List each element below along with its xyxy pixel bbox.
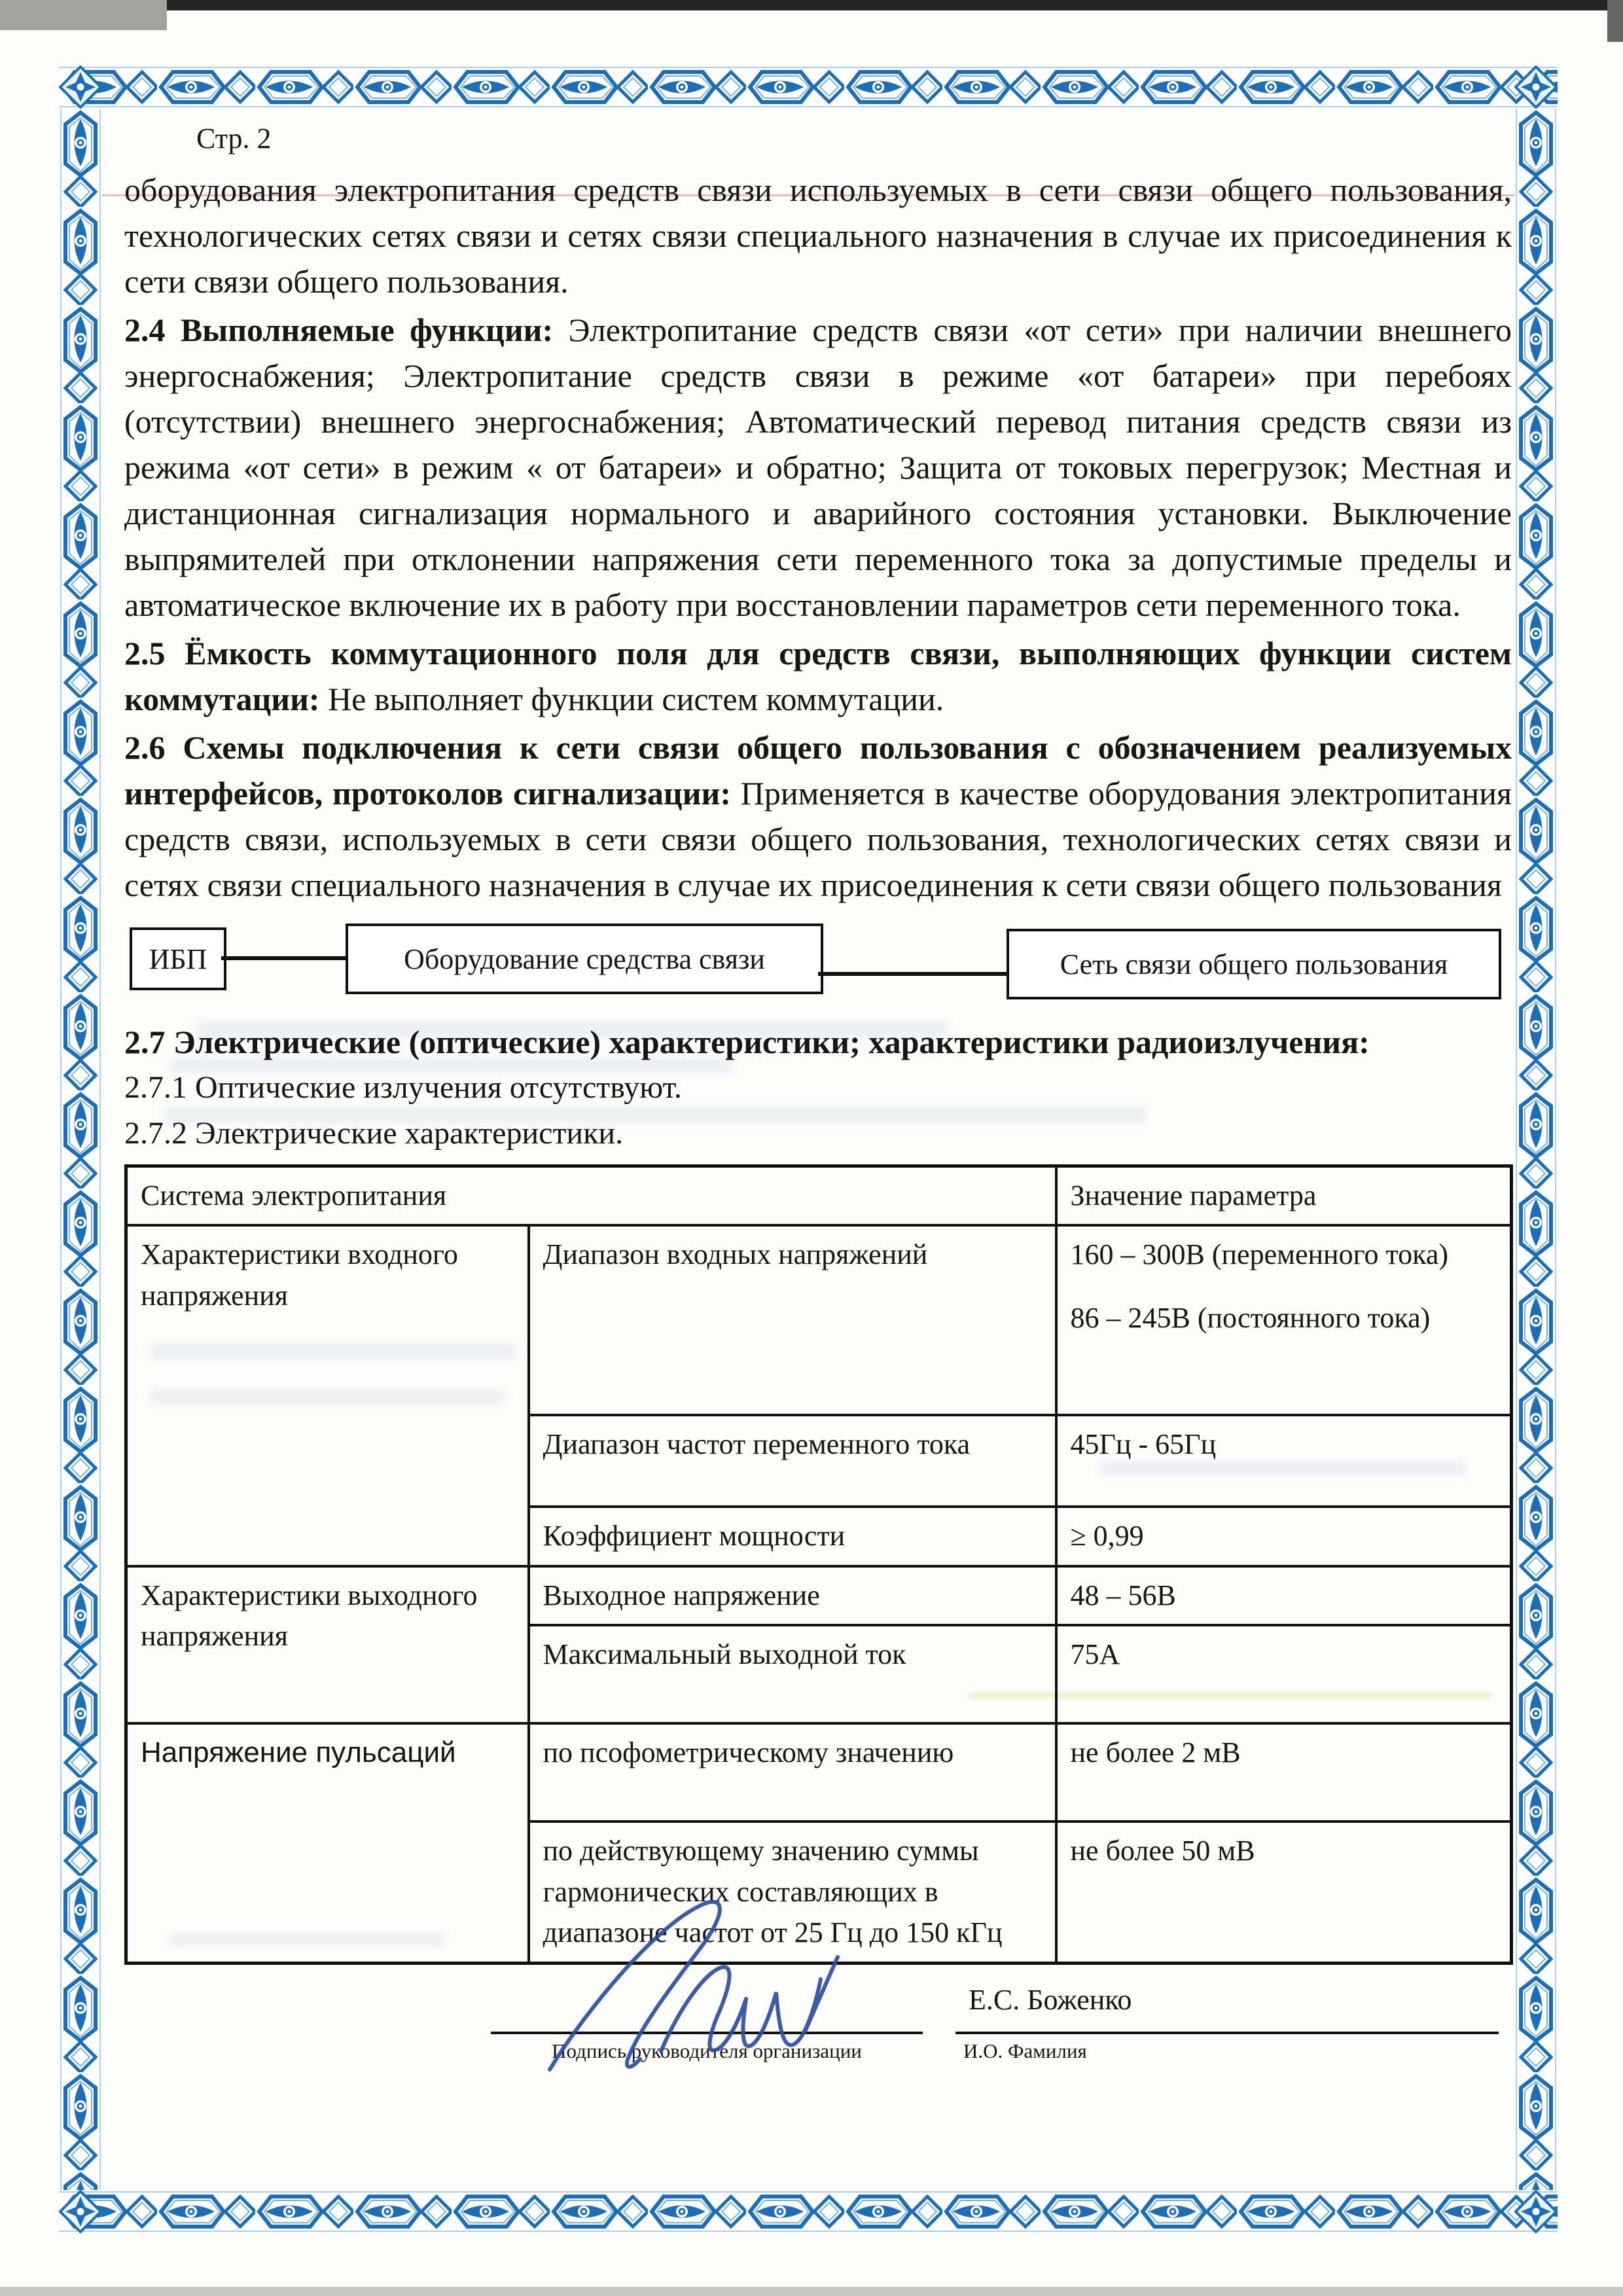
diagram-connector — [221, 956, 346, 960]
cell-rms-label: по действующему значению суммы гармонических составляющих в диапазоне частот от 25 Гц до 150 кГц — [529, 1821, 1056, 1963]
cell-rms-value: не более 50 мВ — [1056, 1821, 1512, 1963]
cell-freq-value: 45Гц - 65Гц — [1056, 1415, 1512, 1507]
guilloche-corner-icon — [1514, 65, 1558, 109]
signature-block — [124, 1971, 1512, 2087]
scan-edge-artifact — [0, 2287, 1623, 2296]
connection-diagram — [124, 922, 1512, 1009]
characteristics-table — [124, 1164, 1513, 1965]
table-header-value: Значение параметра — [1056, 1166, 1512, 1226]
section-2-4-text: Электропитание средств связи «от сети» при наличии внешнего энергоснабжения; Электропитание средств связи в режиме «от батареи» при перебоях (отсутствии) внешнего энергоснабжения; Автоматический перевод питания средств связи из режима «от сети» в режим « от батареи» и обратно; Защита от токовых перегрузок; Местная и дистанционная сигнализация нормального и аварийного состояния установки. Выключение выпрямителей при отклонении напряжения сети переменного тока за допустимые пределы и автоматическое включение их в работу при восстановлении параметров сети переменного тока. — [124, 312, 1512, 623]
input-range-dc: 86 – 245В (постоянного тока) — [1070, 1301, 1431, 1334]
cell-vout-value: 48 – 56В — [1056, 1566, 1512, 1625]
guilloche-border-right — [1514, 109, 1558, 2190]
guilloche-border-top — [59, 65, 1558, 109]
handwritten-signature — [530, 1894, 897, 2090]
document-content — [124, 113, 1512, 2087]
cell-input-range-label: Диапазон входных напряжений — [529, 1225, 1056, 1415]
paragraph-2-7-2: 2.7.2 Электрические характеристики. — [124, 1116, 624, 1151]
signatory-name: Е.С. Боженко — [969, 1983, 1132, 2016]
input-range-ac: 160 – 300В (переменного тока) — [1070, 1238, 1449, 1271]
page-number: Стр. 2 — [196, 122, 272, 154]
guilloche-border-bottom — [59, 2190, 1558, 2233]
section-2-6-heading: 2.6 Схемы подключения к сети связи общего пользования с обозначением реализуемых интерфейсов, протоколов сигнализации: — [124, 729, 1512, 812]
section-2-5-text: Не выполняет функции систем коммутации. — [319, 681, 944, 717]
name-line — [955, 2032, 1499, 2034]
table-row — [126, 1723, 1512, 1821]
cell-ripple-group: Напряжение пульсаций — [126, 1723, 529, 1963]
table-row — [126, 1225, 1512, 1415]
paragraph-2-6 — [124, 725, 1512, 908]
cell-psoph-value: не более 2 мВ — [1056, 1723, 1512, 1821]
paragraph-2-7-1: 2.7.1 Оптические излучения отсутствуют. — [124, 1070, 682, 1105]
diagram-box-equipment: Оборудование средства связи — [346, 924, 823, 994]
cell-input-group: Характеристики входного напряжения — [126, 1225, 529, 1566]
scan-edge-artifact — [1607, 0, 1623, 42]
cell-output-group: Характеристики выходного напряжения — [126, 1566, 529, 1723]
section-2-5-heading: 2.5 Ёмкость коммутационного поля для средств связи, выполняющих функции систем коммутации: — [124, 635, 1512, 717]
cell-vout-label: Выходное напряжение — [529, 1566, 1056, 1625]
cell-iout-label: Максимальный выходной ток — [529, 1625, 1056, 1723]
cell-pf-label: Коэффициент мощности — [529, 1507, 1056, 1566]
guilloche-border-left — [59, 109, 102, 2190]
cell-freq-label: Диапазон частот переменного тока — [529, 1415, 1056, 1507]
paragraph-intro-text: оборудования электропитания средств связи используемых в сети связи общего пользования, технологических сетях связи и сетях связи специального назначения в случае их присоединения к сети связи общего пользования. — [124, 171, 1512, 300]
paragraph-2-5 — [124, 630, 1512, 722]
table-row — [126, 1566, 1512, 1625]
cell-iout-value: 75А — [1056, 1625, 1512, 1723]
diagram-box-network: Сеть связи общего пользования — [1007, 929, 1501, 999]
table-header-row — [126, 1166, 1512, 1226]
paragraph-intro — [124, 167, 1512, 304]
diagram-box-ups: ИБП — [130, 927, 226, 990]
paragraph-2-4 — [124, 307, 1512, 628]
scan-edge-artifact — [0, 0, 167, 30]
scan-edge-artifact — [164, 0, 1623, 10]
guilloche-corner-icon — [1514, 2190, 1558, 2233]
section-2-6-text: Применяется в качестве оборудования электропитания средств связи, используемых в сети связи общего пользования, технологических сетях связи и сетях связи специального назначения в случае их присоединения к сети связи общего пользования — [124, 775, 1512, 903]
cell-psoph-label: по псофометрическому значению — [529, 1723, 1056, 1821]
paragraph-2-7 — [124, 1019, 1512, 1065]
signature-caption: Подпись руководителя организации — [552, 2039, 862, 2062]
section-2-4-heading: 2.4 Выполняемые функции: — [124, 312, 554, 348]
guilloche-corner-icon — [59, 2190, 102, 2233]
section-2-7-heading: 2.7 Электрические (оптические) характеристики; характеристики радиоизлучения: — [124, 1024, 1370, 1060]
cell-input-range-value — [1056, 1225, 1512, 1415]
guilloche-corner-icon — [59, 65, 102, 109]
diagram-connector — [818, 972, 1007, 976]
table-header-system: Система электропитания — [126, 1166, 1056, 1226]
name-caption: И.О. Фамилия — [963, 2039, 1087, 2062]
cell-pf-value: ≥ 0,99 — [1056, 1507, 1512, 1566]
